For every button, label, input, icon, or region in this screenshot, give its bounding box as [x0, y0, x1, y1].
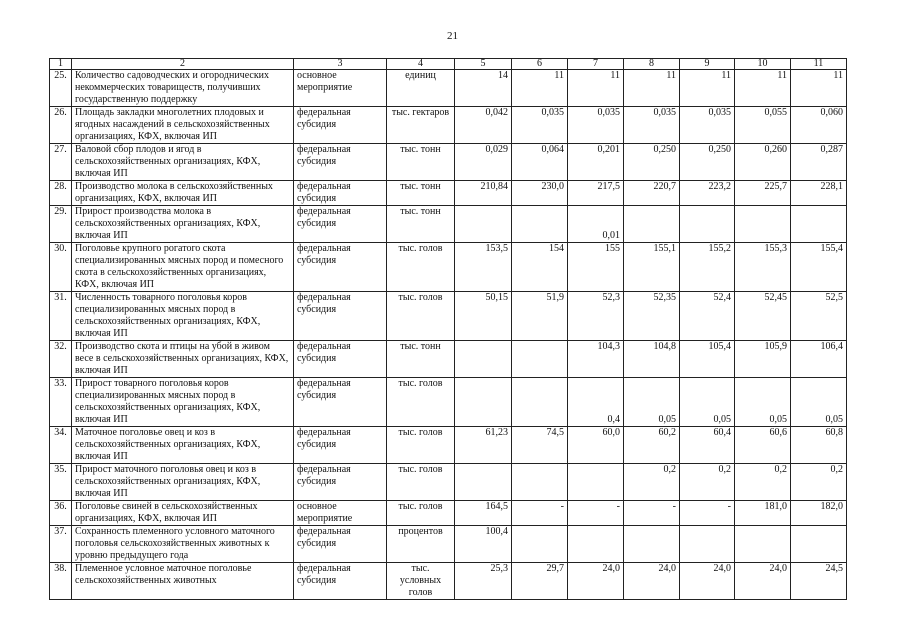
row-number: 35.	[50, 464, 72, 501]
value-cell: 225,7	[735, 181, 791, 206]
value-cell: 11	[735, 70, 791, 107]
measure-type: федеральная субсидия	[294, 206, 387, 243]
header-cell: 3	[294, 59, 387, 70]
indicator-name: Прирост маточного поголовья овец и коз в сельскохозяйственных организациях, КФХ, включая ИП	[72, 464, 294, 501]
value-cell: 14	[455, 70, 512, 107]
measure-type: федеральная субсидия	[294, 526, 387, 563]
row-number: 36.	[50, 501, 72, 526]
value-cell	[455, 341, 512, 378]
table-row	[50, 464, 847, 501]
measure-type: федеральная субсидия	[294, 563, 387, 600]
measure-type: федеральная субсидия	[294, 292, 387, 341]
value-cell	[512, 206, 568, 243]
value-cell: 0,2	[735, 464, 791, 501]
measure-type: федеральная субсидия	[294, 378, 387, 427]
value-cell: 164,5	[455, 501, 512, 526]
indicator-name: Племенное условное маточное поголовье сельскохозяйственных животных	[72, 563, 294, 600]
unit-cell: тыс. условных голов	[387, 563, 455, 600]
value-cell: -	[512, 501, 568, 526]
value-cell	[624, 206, 680, 243]
value-cell: 0,055	[735, 107, 791, 144]
table-row	[50, 144, 847, 181]
header-cell: 4	[387, 59, 455, 70]
value-cell	[680, 526, 735, 563]
value-cell: 230,0	[512, 181, 568, 206]
value-cell: -	[624, 501, 680, 526]
indicator-name: Поголовье крупного рогатого скота специализированных мясных пород и помесного скота в сельскохозяйственных организациях, КФХ, включая ИП	[72, 243, 294, 292]
header-cell: 1	[50, 59, 72, 70]
value-cell: 220,7	[624, 181, 680, 206]
measure-type: федеральная субсидия	[294, 243, 387, 292]
value-cell: 11	[568, 70, 624, 107]
value-cell	[455, 464, 512, 501]
value-cell: 11	[791, 70, 847, 107]
measure-type: федеральная субсидия	[294, 107, 387, 144]
row-number: 38.	[50, 563, 72, 600]
indicator-name: Прирост производства молока в сельскохозяйственных организациях, КФХ, включая ИП	[72, 206, 294, 243]
unit-cell: тыс. голов	[387, 427, 455, 464]
measure-type: федеральная субсидия	[294, 427, 387, 464]
measure-type: федеральная субсидия	[294, 464, 387, 501]
unit-cell: процентов	[387, 526, 455, 563]
value-cell: 52,5	[791, 292, 847, 341]
value-cell: 0,05	[791, 378, 847, 427]
row-number: 34.	[50, 427, 72, 464]
value-cell: 50,15	[455, 292, 512, 341]
value-cell	[455, 378, 512, 427]
value-cell: 105,4	[680, 341, 735, 378]
value-cell: 0,035	[680, 107, 735, 144]
value-cell: 11	[624, 70, 680, 107]
value-cell: 100,4	[455, 526, 512, 563]
row-number: 25.	[50, 70, 72, 107]
row-number: 31.	[50, 292, 72, 341]
value-cell: 29,7	[512, 563, 568, 600]
row-number: 27.	[50, 144, 72, 181]
header-cell: 9	[680, 59, 735, 70]
value-cell: 105,9	[735, 341, 791, 378]
value-cell: 52,4	[680, 292, 735, 341]
indicator-name: Сохранность племенного условного маточного поголовья сельскохозяйственных животных к уровню предыдущего года	[72, 526, 294, 563]
value-cell: 0,035	[624, 107, 680, 144]
value-cell: 217,5	[568, 181, 624, 206]
value-cell: 0,287	[791, 144, 847, 181]
measure-type: федеральная субсидия	[294, 144, 387, 181]
value-cell: 0,2	[624, 464, 680, 501]
value-cell: 0,05	[680, 378, 735, 427]
value-cell	[735, 526, 791, 563]
indicator-name: Маточное поголовье овец и коз в сельскохозяйственных организациях, КФХ, включая ИП	[72, 427, 294, 464]
value-cell: 155,2	[680, 243, 735, 292]
value-cell: 24,0	[624, 563, 680, 600]
value-cell: 0,201	[568, 144, 624, 181]
row-number: 33.	[50, 378, 72, 427]
value-cell	[512, 464, 568, 501]
row-number: 28.	[50, 181, 72, 206]
value-cell	[791, 526, 847, 563]
header-cell: 5	[455, 59, 512, 70]
value-cell	[512, 526, 568, 563]
value-cell: 153,5	[455, 243, 512, 292]
value-cell	[455, 206, 512, 243]
value-cell: 0,250	[624, 144, 680, 181]
value-cell: 0,2	[680, 464, 735, 501]
table-row	[50, 563, 847, 600]
value-cell: 0,029	[455, 144, 512, 181]
value-cell: 24,0	[735, 563, 791, 600]
value-cell: 25,3	[455, 563, 512, 600]
value-cell: 60,4	[680, 427, 735, 464]
value-cell	[680, 206, 735, 243]
value-cell: 181,0	[735, 501, 791, 526]
table-row	[50, 292, 847, 341]
value-cell: 11	[680, 70, 735, 107]
indicator-name: Производство скота и птицы на убой в живом весе в сельскохозяйственных организациях, КФХ, включая ИП	[72, 341, 294, 378]
value-cell	[568, 526, 624, 563]
table-row	[50, 107, 847, 144]
value-cell: 104,8	[624, 341, 680, 378]
value-cell: 51,9	[512, 292, 568, 341]
indicator-name: Численность товарного поголовья коров специализированных мясных пород в сельскохозяйственных организациях, КФХ, включая ИП	[72, 292, 294, 341]
table-row	[50, 206, 847, 243]
value-cell: 0,064	[512, 144, 568, 181]
value-cell	[512, 341, 568, 378]
value-cell: 0,035	[512, 107, 568, 144]
table-row	[50, 243, 847, 292]
table-row	[50, 378, 847, 427]
value-cell: 0,042	[455, 107, 512, 144]
value-cell: 24,0	[568, 563, 624, 600]
value-cell: 61,23	[455, 427, 512, 464]
measure-type: основное мероприятие	[294, 501, 387, 526]
row-number: 30.	[50, 243, 72, 292]
value-cell: 52,3	[568, 292, 624, 341]
indicator-name: Количество садоводческих и огороднических некоммерческих товариществ, получивших государственную поддержку	[72, 70, 294, 107]
value-cell: 155,1	[624, 243, 680, 292]
value-cell: 0,035	[568, 107, 624, 144]
header-cell: 2	[72, 59, 294, 70]
measure-type: федеральная субсидия	[294, 341, 387, 378]
value-cell: 74,5	[512, 427, 568, 464]
value-cell: 155,3	[735, 243, 791, 292]
value-cell: 210,84	[455, 181, 512, 206]
unit-cell: тыс. гектаров	[387, 107, 455, 144]
indicator-name: Производство молока в сельскохозяйственных организациях, КФХ, включая ИП	[72, 181, 294, 206]
unit-cell: тыс. тонн	[387, 144, 455, 181]
value-cell: 0,250	[680, 144, 735, 181]
value-cell: 223,2	[680, 181, 735, 206]
value-cell: 52,45	[735, 292, 791, 341]
header-cell: 10	[735, 59, 791, 70]
unit-cell: тыс. голов	[387, 501, 455, 526]
value-cell	[624, 526, 680, 563]
unit-cell: тыс. голов	[387, 378, 455, 427]
table-row	[50, 70, 847, 107]
unit-cell: тыс. голов	[387, 464, 455, 501]
value-cell: 60,2	[624, 427, 680, 464]
measure-type: основное мероприятие	[294, 70, 387, 107]
unit-cell: тыс. голов	[387, 292, 455, 341]
row-number: 29.	[50, 206, 72, 243]
indicators-table	[49, 58, 847, 600]
row-number: 32.	[50, 341, 72, 378]
header-row	[50, 59, 847, 70]
unit-cell: тыс. тонн	[387, 206, 455, 243]
unit-cell: единиц	[387, 70, 455, 107]
value-cell: 0,260	[735, 144, 791, 181]
page-number: 21	[447, 30, 458, 42]
value-cell: 24,0	[680, 563, 735, 600]
value-cell: 60,6	[735, 427, 791, 464]
value-cell: 155,4	[791, 243, 847, 292]
value-cell: 24,5	[791, 563, 847, 600]
row-number: 26.	[50, 107, 72, 144]
value-cell	[791, 206, 847, 243]
header-cell: 11	[791, 59, 847, 70]
header-cell: 7	[568, 59, 624, 70]
value-cell: 154	[512, 243, 568, 292]
value-cell: 0,05	[624, 378, 680, 427]
unit-cell: тыс. тонн	[387, 181, 455, 206]
value-cell: 0,4	[568, 378, 624, 427]
table-row	[50, 427, 847, 464]
indicator-name: Прирост товарного поголовья коров специализированных мясных пород в сельскохозяйственных организациях, КФХ, включая ИП	[72, 378, 294, 427]
header-cell: 8	[624, 59, 680, 70]
value-cell: 155	[568, 243, 624, 292]
value-cell: 11	[512, 70, 568, 107]
table-row	[50, 181, 847, 206]
value-cell: 104,3	[568, 341, 624, 378]
value-cell: 182,0	[791, 501, 847, 526]
value-cell: 228,1	[791, 181, 847, 206]
indicator-name: Валовой сбор плодов и ягод в сельскохозяйственных организациях, КФХ, включая ИП	[72, 144, 294, 181]
table-row	[50, 341, 847, 378]
value-cell: 0,05	[735, 378, 791, 427]
value-cell: 60,8	[791, 427, 847, 464]
value-cell: -	[568, 501, 624, 526]
value-cell: 106,4	[791, 341, 847, 378]
unit-cell: тыс. тонн	[387, 341, 455, 378]
value-cell	[568, 464, 624, 501]
unit-cell: тыс. голов	[387, 243, 455, 292]
table-row	[50, 526, 847, 563]
indicator-name: Поголовье свиней в сельскохозяйственных организациях, КФХ, включая ИП	[72, 501, 294, 526]
value-cell: 52,35	[624, 292, 680, 341]
value-cell: -	[680, 501, 735, 526]
table-row	[50, 501, 847, 526]
value-cell: 60,0	[568, 427, 624, 464]
value-cell	[735, 206, 791, 243]
row-number: 37.	[50, 526, 72, 563]
measure-type: федеральная субсидия	[294, 181, 387, 206]
value-cell: 0,01	[568, 206, 624, 243]
header-cell: 6	[512, 59, 568, 70]
value-cell	[512, 378, 568, 427]
indicator-name: Площадь закладки многолетних плодовых и ягодных насаждений в сельскохозяйственных организациях, КФХ, включая ИП	[72, 107, 294, 144]
value-cell: 0,060	[791, 107, 847, 144]
value-cell: 0,2	[791, 464, 847, 501]
